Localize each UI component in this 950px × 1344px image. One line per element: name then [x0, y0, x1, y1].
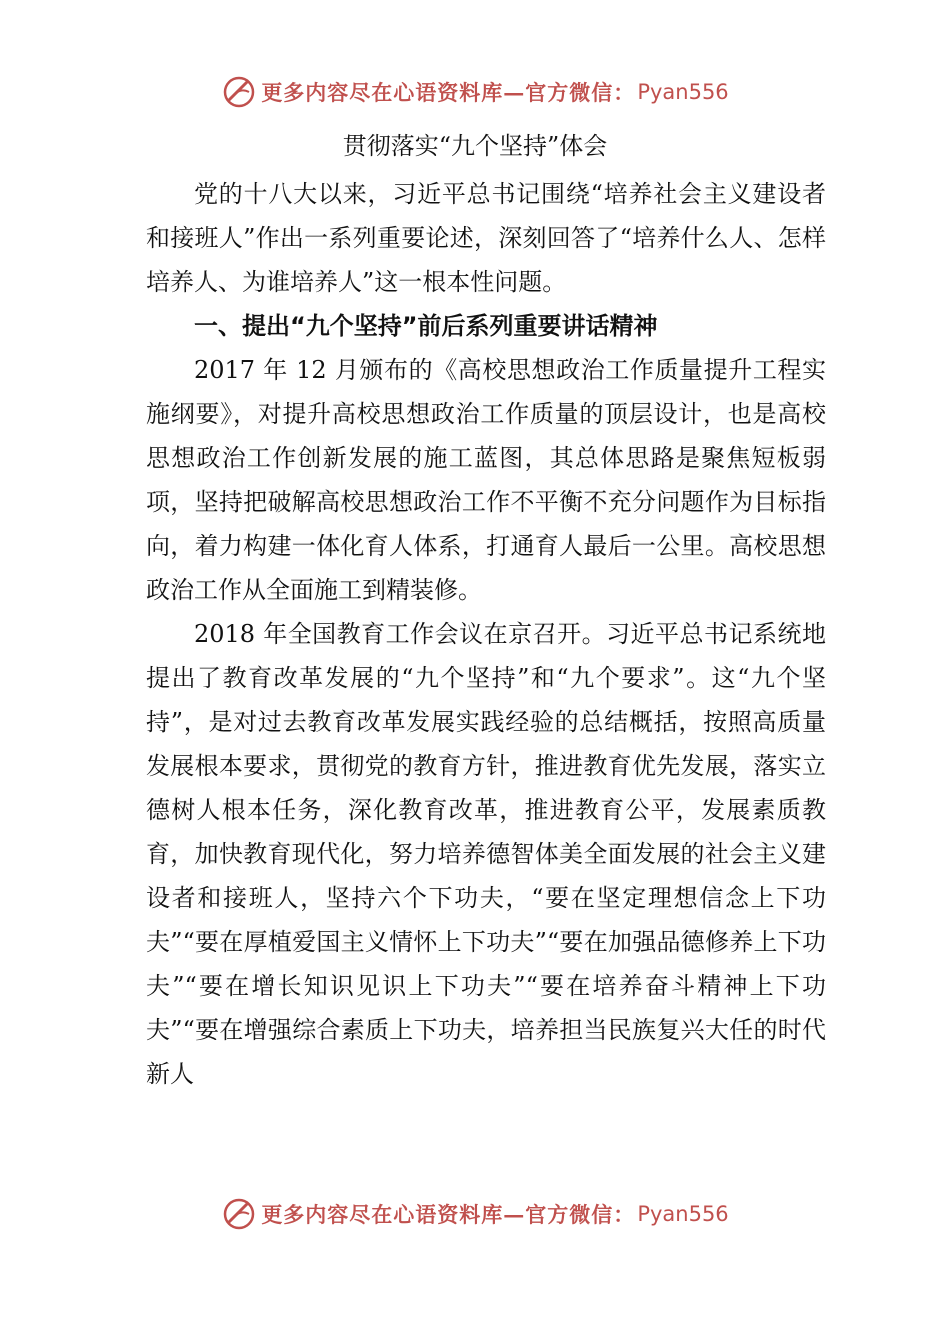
paragraph-intro: 党的十八大以来，习近平总书记围绕“培养社会主义建设者和接班人”作出一系列重要论述，深刻回答了“培养什么人、怎样培养人、为谁培养人”这一根本性问题。 — [146, 180, 826, 296]
brand-logo-icon — [221, 1196, 257, 1232]
header-banner — [0, 72, 950, 112]
section-heading-1: 一、提出“九个坚持”前后系列重要讲话精神 — [194, 312, 658, 340]
banner-text: 更多内容尽在心语资料库—官方微信： — [261, 1202, 636, 1227]
document-body — [146, 172, 826, 1096]
banner-text: 更多内容尽在心语资料库—官方微信： — [261, 80, 636, 105]
banner-wechat-id: Pyan556 — [637, 1202, 729, 1226]
document-title: 贯彻落实“九个坚持”体会 — [342, 132, 608, 160]
paragraph-2017: 2017 年 12 月颁布的《高校思想政治工作质量提升工程实施纲要》，对提升高校思想政治工作质量的顶层设计，也是高校思想政治工作创新发展的施工蓝图，其总体思路是聚焦短板弱项，坚持把破解高校思想政治工作不平衡不充分问题作为目标指向，着力构建一体化育人体系，打通育人最后一公里。高校思想政治工作从全面施工到精装修。 — [146, 356, 826, 604]
footer-banner — [0, 1194, 950, 1234]
paragraph-2018: 2018 年全国教育工作会议在京召开。习近平总书记系统地提出了教育改革发展的“九个坚持”和“九个要求”。这“九个坚持”，是对过去教育改革发展实践经验的总结概括，按照高质量发展根本要求，贯彻党的教育方针，推进教育优先发展，落实立德树人根本任务，深化教育改革，推进教育公平，发展素质教育，加快教育现代化，努力培养德智体美全面发展的社会主义建设者和接班人，坚持六个下功夫，“要在坚定理想信念上下功夫”“要在厚植爱国主义情怀上下功夫”“要在加强品德修养上下功夫”“要在增长知识见识上下功夫”“要在培养奋斗精神上下功夫”“要在增强综合素质上下功夫，培养担当民族复兴大任的时代新人 — [146, 620, 826, 1088]
brand-logo-icon — [221, 74, 257, 110]
banner-wechat-id: Pyan556 — [637, 80, 729, 104]
